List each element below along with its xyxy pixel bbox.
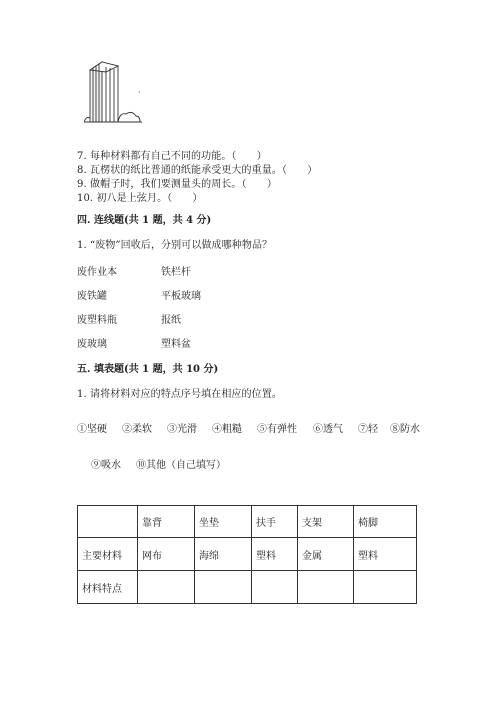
table-header-cell: 椅脚 <box>354 506 417 538</box>
right-item-3: 报纸 <box>161 315 181 326</box>
table-input-cell[interactable] <box>195 571 252 604</box>
table-input-cell[interactable] <box>138 571 195 604</box>
statement-9: 9. 做帽子时，我们要测量头的周长。（ ） <box>77 179 277 190</box>
table-cell: 网布 <box>138 538 195 571</box>
right-item-2: 平板玻璃 <box>161 291 201 302</box>
option-10: ⑩其他（自己填写） <box>136 460 226 471</box>
building-illustration <box>84 58 144 128</box>
option-2: ②柔软 <box>122 424 152 435</box>
left-item-2: 废铁罐 <box>77 291 107 302</box>
section-5-question: 1. 请将材料对应的特点序号填在相应的位置。 <box>77 389 282 400</box>
table-header-cell: 支架 <box>298 506 354 538</box>
right-item-4: 塑料盆 <box>161 339 191 350</box>
table-row <box>78 571 417 604</box>
statement-10: 10. 初八是上弦月。（ ） <box>77 193 203 204</box>
materials-table <box>77 505 417 604</box>
table-header-cell: 坐垫 <box>195 506 252 538</box>
option-9: ⑨吸水 <box>91 460 121 471</box>
section-4-question: 1. “废物”回收后，分别可以做成哪种物品？ <box>77 240 273 251</box>
table-row-label: 材料特点 <box>78 571 138 604</box>
left-item-3: 废塑料瓶 <box>77 315 117 326</box>
table-cell: 塑料 <box>252 538 298 571</box>
table-input-cell[interactable] <box>252 571 298 604</box>
table-cell: 塑料 <box>354 538 417 571</box>
table-cell: 海绵 <box>195 538 252 571</box>
statement-7: 7. 每种材料都有自己不同的功能。（ ） <box>77 151 267 162</box>
option-3: ③光滑 <box>167 424 197 435</box>
statement-8: 8. 瓦楞状的纸比普通的纸能承受更大的重量。（ ） <box>77 165 318 176</box>
section-4-title: 四. 连线题(共 1 题，共 4 分) <box>77 215 212 226</box>
left-item-4: 废玻璃 <box>77 339 107 350</box>
option-6: ⑥透气 <box>313 424 343 435</box>
left-item-1: 废作业本 <box>77 267 117 278</box>
option-4: ④粗糙 <box>212 424 242 435</box>
option-8: ⑧防水 <box>390 424 420 435</box>
dot-mark: · <box>138 88 141 97</box>
table-row-label: 主要材料 <box>78 538 138 571</box>
table-header-cell: 靠背 <box>138 506 195 538</box>
table-cell: 金属 <box>298 538 354 571</box>
option-1: ①坚硬 <box>77 424 107 435</box>
option-5: ⑤有弹性 <box>257 424 297 435</box>
table-input-cell[interactable] <box>298 571 354 604</box>
option-7: ⑦轻 <box>358 424 378 435</box>
table-cell <box>78 506 138 538</box>
right-item-1: 铁栏杆 <box>161 267 191 278</box>
table-header-cell: 扶手 <box>252 506 298 538</box>
table-row <box>78 538 417 571</box>
section-5-title: 五. 填表题(共 1 题，共 10 分) <box>77 364 219 375</box>
table-header-row <box>78 506 417 538</box>
table-input-cell[interactable] <box>354 571 417 604</box>
